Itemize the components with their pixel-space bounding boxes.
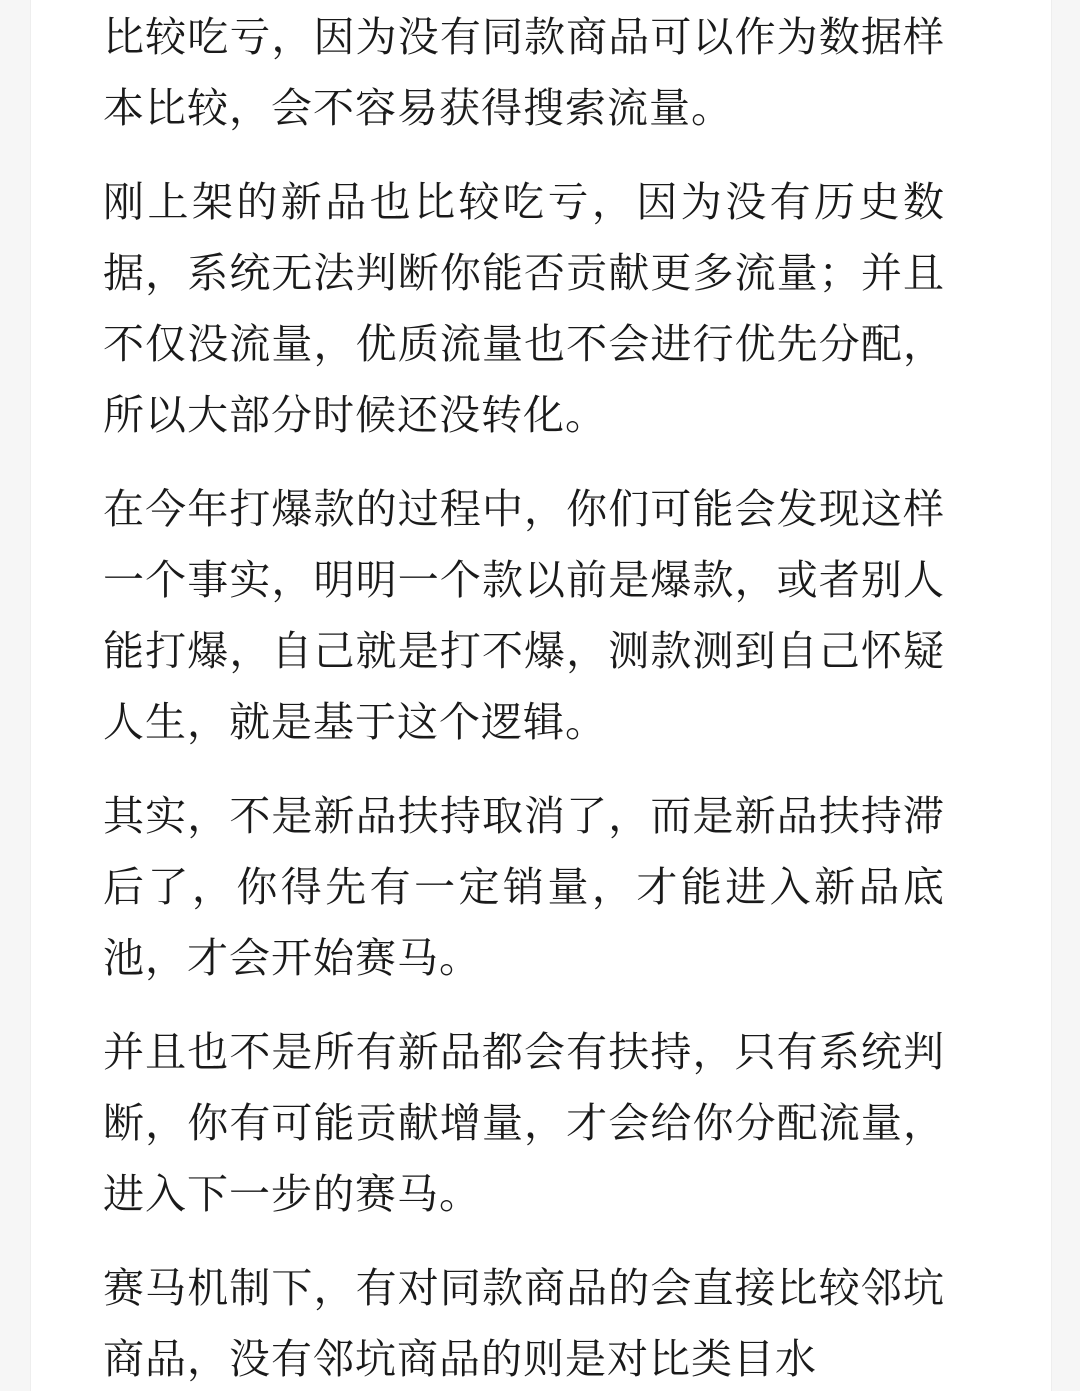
paragraph-1: 比较吃亏，因为没有同款商品可以作为数据样本比较，会不容易获得搜索流量。 — [103, 13, 945, 132]
paragraph-2: 刚上架的新品也比较吃亏，因为没有历史数据，系统无法判断你能否贡献更多流量；并且不仅没流量，优质流量也不会进行优先分配，所以大部分时候还没转化。 — [103, 178, 945, 439]
paragraph-6: 赛马机制下，有对同款商品的会直接比较邻坑商品，没有邻坑商品的则是对比类目水 — [103, 1264, 945, 1383]
paragraph-5: 并且也不是所有新品都会有扶持，只有系统判断，你有可能贡献增量，才会给你分配流量，进入下一步的赛马。 — [103, 1028, 945, 1218]
article-card — [30, 0, 1052, 1391]
article-body — [103, 0, 945, 1391]
paragraph-4: 其实，不是新品扶持取消了，而是新品扶持滞后了，你得先有一定销量，才能进入新品底池，才会开始赛马。 — [103, 792, 945, 982]
paragraph-3: 在今年打爆款的过程中，你们可能会发现这样一个事实，明明一个款以前是爆款，或者别人能打爆，自己就是打不爆，测款测到自己怀疑人生，就是基于这个逻辑。 — [103, 485, 945, 746]
